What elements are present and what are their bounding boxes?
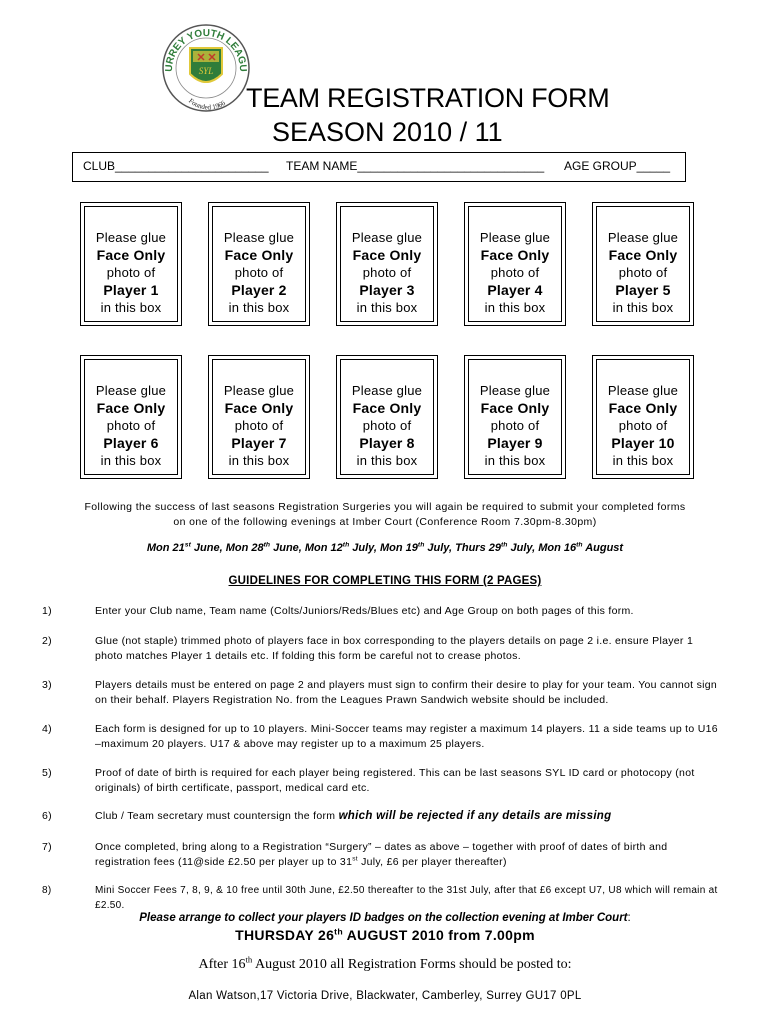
glue-text: Please glue	[351, 383, 423, 398]
guideline-text: Glue (not staple) trimmed photo of players face in box corresponding to the players details on page 2 i.e. ensure Player 1 photo matches Player 1 details etc. If folding this form be careful not to crease photos.	[95, 635, 694, 662]
player-label: Player 2	[231, 282, 287, 298]
glue-text: Please glue	[223, 230, 295, 245]
team-name-field[interactable]: TEAM NAME____________________________	[286, 159, 545, 173]
in-box-text: in this box	[228, 453, 290, 468]
guideline-number: 5)	[42, 767, 52, 779]
form-title: TEAM REGISTRATION FORM	[246, 83, 610, 113]
photo-box	[336, 355, 438, 479]
glue-text: Please glue	[607, 230, 679, 245]
in-box-text: in this box	[612, 453, 674, 468]
guideline-number: 2)	[42, 635, 52, 647]
photo-box	[336, 202, 438, 326]
face-only-text: Face Only	[224, 247, 294, 263]
player-label: Player 5	[615, 282, 671, 298]
postal-address: Alan Watson,17 Victoria Drive, Blackwater, Camberley, Surrey GU17 0PL	[188, 990, 582, 1002]
photo-box	[80, 202, 182, 326]
guideline-text: Mini Soccer Fees 7, 8, 9, & 10 free until 30th June, £2.50 thereafter to the 31st July, after that £6 except U7, U8 which will remain at £2.50.	[95, 885, 718, 911]
player-label: Player 3	[359, 282, 415, 298]
photo-of-text: photo of	[618, 418, 668, 433]
guideline-number: 6)	[42, 810, 52, 822]
photo-of-text: photo of	[618, 265, 668, 280]
club-field[interactable]: CLUB_______________________	[83, 159, 269, 173]
player-label: Player 6	[103, 435, 159, 451]
guideline-number: 8)	[42, 885, 52, 896]
intro-line-2: on one of the following evenings at Imber Court (Conference Room 7.30pm-8.30pm)	[173, 516, 597, 528]
photo-of-text: photo of	[234, 418, 284, 433]
face-only-text: Face Only	[96, 247, 166, 263]
face-only-text: Face Only	[608, 247, 678, 263]
glue-text: Please glue	[351, 230, 423, 245]
photo-of-text: photo of	[106, 418, 156, 433]
glue-text: Please glue	[95, 383, 167, 398]
photo-box	[464, 355, 566, 479]
posting-deadline: After 16th August 2010 all Registration Forms should be posted to:	[198, 954, 572, 972]
svg-text:Founded 1966: Founded 1966	[187, 96, 227, 112]
in-box-text: in this box	[356, 453, 418, 468]
glue-text: Please glue	[479, 230, 551, 245]
face-only-text: Face Only	[352, 400, 422, 416]
surgery-dates: Mon 21st June, Mon 28th June, Mon 12th July, Mon 19th July, Thurs 29th July, Mon 16th August	[146, 541, 624, 554]
in-box-text: in this box	[228, 300, 290, 315]
photo-of-text: photo of	[362, 265, 412, 280]
photo-box	[592, 355, 694, 479]
in-box-text: in this box	[484, 300, 546, 315]
in-box-text: in this box	[612, 300, 674, 315]
player-label: Player 7	[231, 435, 287, 451]
intro-line-1: Following the success of last seasons Registration Surgeries you will again be required to submit your completed forms	[84, 501, 686, 513]
guideline-text: Club / Team secretary must countersign the form which will be rejected if any details are missing	[95, 810, 612, 822]
face-only-text: Face Only	[608, 400, 678, 416]
guideline-text: Once completed, bring along to a Registration “Surgery” – dates as above – together with proof of dates of birth and registration fees (11@side £2.50 per player up to 31st July, £6 per player thereafter)	[95, 841, 668, 868]
guideline-number: 7)	[42, 841, 52, 853]
season-title: SEASON 2010 / 11	[272, 117, 503, 147]
in-box-text: in this box	[100, 453, 162, 468]
photo-box	[208, 355, 310, 479]
player-label: Player 10	[611, 435, 675, 451]
player-label: Player 4	[487, 282, 543, 298]
glue-text: Please glue	[223, 383, 295, 398]
in-box-text: in this box	[484, 453, 546, 468]
player-label: Player 9	[487, 435, 543, 451]
player-label: Player 1	[103, 282, 159, 298]
club-details-row	[72, 152, 686, 182]
in-box-text: in this box	[100, 300, 162, 315]
collect-badges-note: Please arrange to collect your players ID badges on the collection evening at Imber Court:	[139, 912, 631, 924]
photo-of-text: photo of	[490, 265, 540, 280]
photo-of-text: photo of	[490, 418, 540, 433]
svg-text:SYL: SYL	[198, 66, 214, 76]
face-only-text: Face Only	[480, 400, 550, 416]
age-group-field[interactable]: AGE GROUP_____	[564, 159, 671, 173]
photo-box	[464, 202, 566, 326]
rejection-warning: which will be rejected if any details are missing	[338, 810, 612, 822]
photo-of-text: photo of	[362, 418, 412, 433]
league-logo-badge	[160, 18, 252, 114]
face-only-text: Face Only	[96, 400, 166, 416]
glue-text: Please glue	[607, 383, 679, 398]
guideline-text: Enter your Club name, Team name (Colts/Juniors/Reds/Blues etc) and Age Group on both pages of this form.	[95, 605, 634, 617]
photo-box	[208, 202, 310, 326]
photo-of-text: photo of	[234, 265, 284, 280]
face-only-text: Face Only	[224, 400, 294, 416]
player-label: Player 8	[359, 435, 415, 451]
league-logo	[160, 18, 252, 114]
guideline-number: 1)	[42, 605, 52, 617]
collection-date: THURSDAY 26th AUGUST 2010 from 7.00pm	[235, 926, 535, 943]
guideline-text: Proof of date of birth is required for each player being registered. This can be last seasons SYL ID card or photocopy (not originals) of birth certificate, passport, medical card etc.	[95, 767, 695, 794]
guideline-number: 3)	[42, 679, 52, 691]
photo-of-text: photo of	[106, 265, 156, 280]
face-only-text: Face Only	[480, 247, 550, 263]
in-box-text: in this box	[356, 300, 418, 315]
svg-text:SURREY YOUTH LEAGUE: URREY YOUTH LEAGU	[163, 27, 249, 73]
guideline-text: Each form is designed for up to 10 players. Mini-Soccer teams may register a maximum 14 players. 11 a side teams up to U16 –maximum 20 players. U17 & above may register up to a maximum 25 players.	[95, 723, 718, 750]
guideline-number: 4)	[42, 723, 52, 735]
photo-box	[592, 202, 694, 326]
guideline-text: Players details must be entered on page 2 and players must sign to confirm their desire to play for your team. You cannot sign on their behalf. Players Registration No. from the Leagues Prawn Sandwich website should be included.	[95, 679, 718, 706]
face-only-text: Face Only	[352, 247, 422, 263]
glue-text: Please glue	[479, 383, 551, 398]
guidelines-heading: GUIDELINES FOR COMPLETING THIS FORM (2 PAGES)	[228, 575, 542, 587]
glue-text: Please glue	[95, 230, 167, 245]
photo-box	[80, 355, 182, 479]
